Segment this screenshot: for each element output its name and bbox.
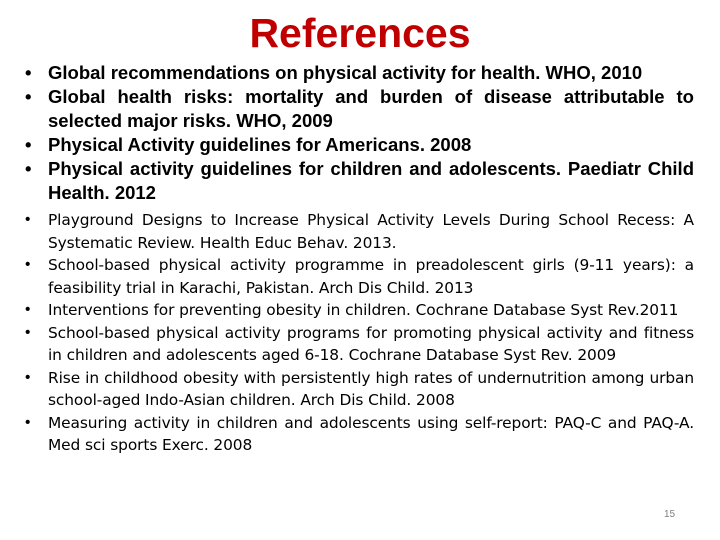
reference-item: • School-based physical activity programs for promoting physical activity and fitness in children and adolescents aged 6-18. Cochrane Database Syst Rev. 2009 <box>0 322 720 367</box>
reference-item: • Physical activity guidelines for children and adolescents. Paediatr Child Health. 2012 <box>0 157 720 205</box>
reference-item: • Rise in childhood obesity with persistently high rates of undernutrition among urban school-aged Indo-Asian children. Arch Dis Child. 2008 <box>0 367 720 412</box>
reference-list <box>0 61 720 457</box>
reference-item: • Physical Activity guidelines for Americans. 2008 <box>0 133 720 157</box>
slide-title: References <box>249 10 471 56</box>
reference-item: • Global health risks: mortality and burden of disease attributable to selected major risks. WHO, 2009 <box>0 85 720 133</box>
reference-item: • School-based physical activity programme in preadolescent girls (9-11 years): a feasibility trial in Karachi, Pakistan. Arch Dis Child. 2013 <box>0 254 720 299</box>
page-number: 15 <box>664 509 676 520</box>
reference-item: • Global recommendations on physical activity for health. WHO, 2010 <box>0 61 720 85</box>
reference-item: • Measuring activity in children and adolescents using self-report: PAQ-C and PAQ-A. Med sci sports Exerc. 2008 <box>0 412 720 457</box>
reference-item: • Interventions for preventing obesity in children. Cochrane Database Syst Rev.2011 <box>0 299 720 322</box>
reference-item: • Playground Designs to Increase Physical Activity Levels During School Recess: A Systematic Review. Health Educ Behav. 2013. <box>0 209 720 254</box>
